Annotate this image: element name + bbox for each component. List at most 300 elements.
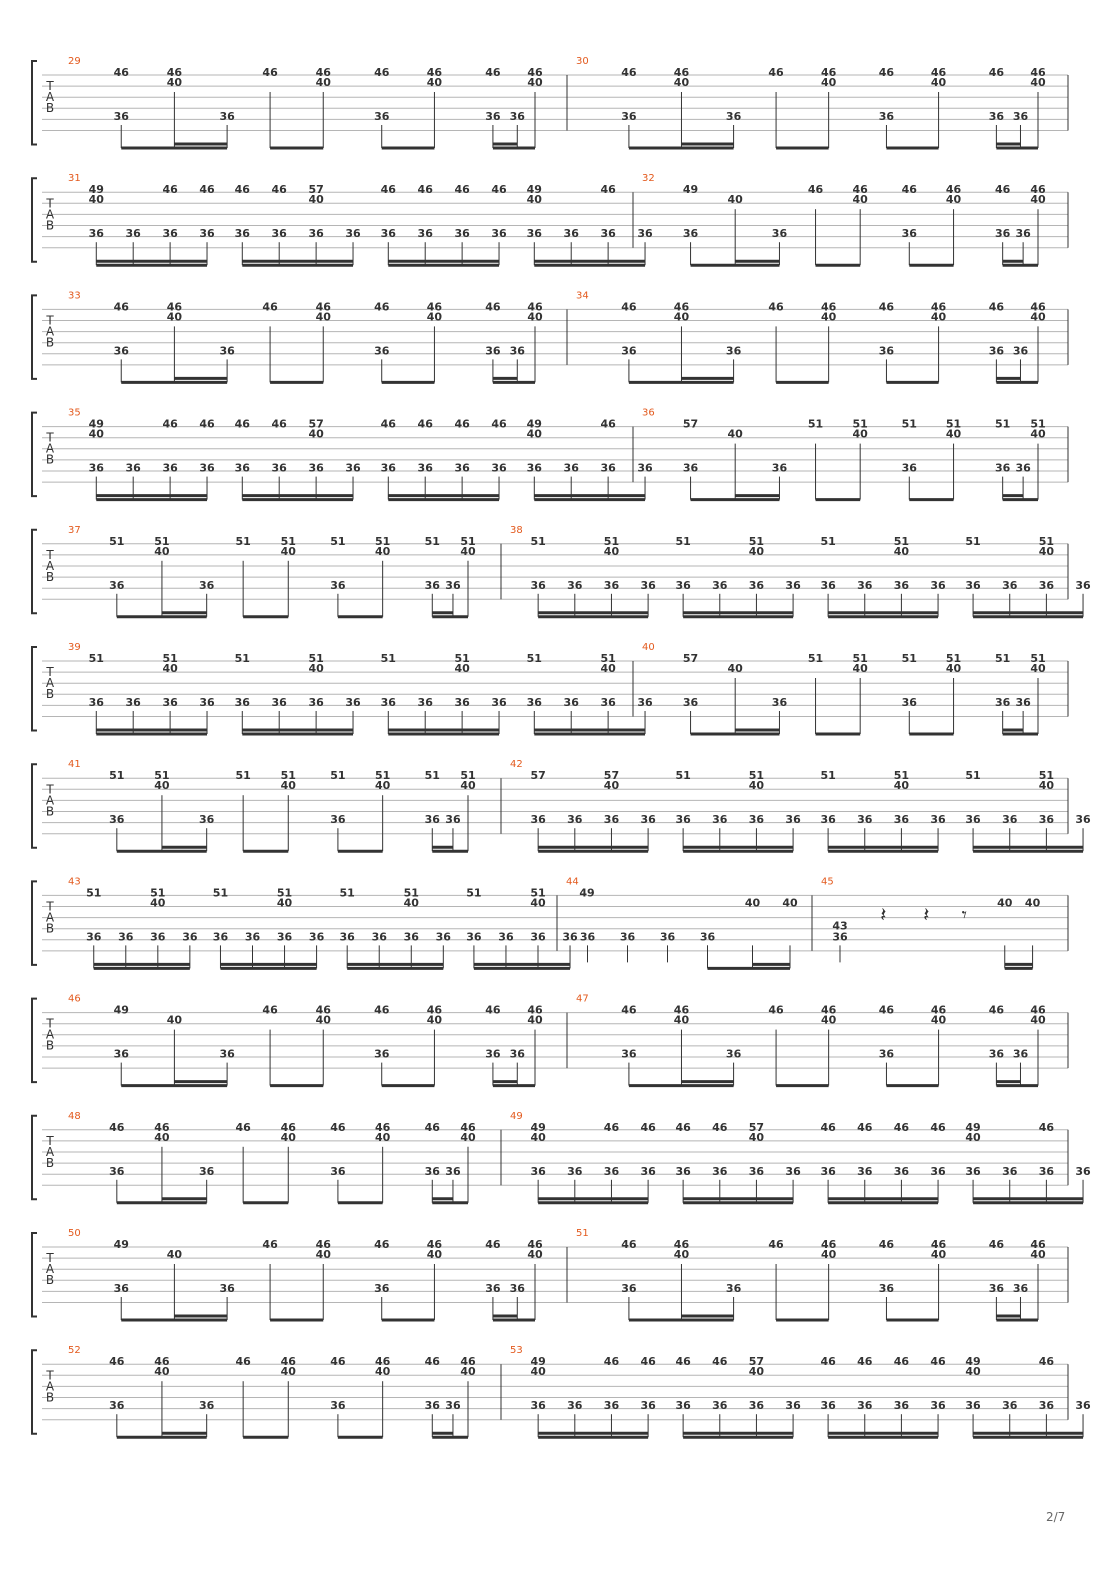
fret-number: 40 bbox=[603, 544, 620, 558]
fret-number: 40 bbox=[460, 779, 476, 793]
fret-number: 51 bbox=[748, 769, 765, 783]
fret-number: 36 bbox=[988, 110, 1005, 123]
fret-number: 36 bbox=[219, 344, 235, 358]
fret-number: 36 bbox=[712, 578, 728, 592]
fret-number: 46 bbox=[768, 66, 784, 79]
fret-number: 40 bbox=[150, 896, 166, 910]
fret-number: 51 bbox=[374, 534, 391, 548]
fret-number: 46 bbox=[930, 1355, 946, 1369]
tab-clef-letter: T bbox=[46, 665, 54, 680]
fret-number: 51 bbox=[852, 417, 868, 431]
fret-number: 51 bbox=[675, 769, 691, 783]
fret-number: 40 bbox=[166, 1248, 183, 1261]
fret-number: 40 bbox=[930, 1013, 947, 1027]
fret-number: 36 bbox=[603, 1399, 620, 1413]
fret-number: 40 bbox=[965, 1365, 981, 1379]
fret-number: 40 bbox=[893, 779, 910, 793]
fret-number: 46 bbox=[234, 417, 250, 431]
fret-number: 46 bbox=[527, 300, 543, 314]
fret-number: 36 bbox=[454, 461, 470, 475]
fret-number: 57 bbox=[748, 1355, 765, 1369]
fret-number: 36 bbox=[125, 696, 141, 709]
fret-number: 51 bbox=[330, 534, 346, 548]
fret-number: 46 bbox=[893, 1120, 910, 1134]
fret-number: 46 bbox=[262, 1238, 278, 1251]
fret-number: 40 bbox=[673, 1013, 690, 1027]
fret-number: 40 bbox=[1030, 427, 1046, 441]
fret-number: 46 bbox=[424, 1120, 440, 1134]
fret-number: 36 bbox=[901, 696, 917, 709]
measure-number: 31 bbox=[68, 173, 81, 185]
fret-number: 36 bbox=[88, 461, 104, 475]
system-bracket bbox=[32, 647, 37, 731]
tab-clef-letter: A bbox=[45, 676, 55, 691]
fret-number: 36 bbox=[234, 696, 250, 709]
fret-number: 36 bbox=[1015, 696, 1031, 709]
fret-number: 51 bbox=[150, 886, 166, 900]
tab-clef-letter: A bbox=[45, 441, 55, 456]
fret-number: 57 bbox=[748, 1120, 765, 1134]
fret-number: 40 bbox=[748, 1130, 765, 1144]
fret-number: 51 bbox=[820, 534, 836, 548]
system-bracket bbox=[32, 1233, 37, 1317]
fret-number: 57 bbox=[603, 769, 620, 783]
fret-number: 46 bbox=[315, 1003, 331, 1017]
fret-number: 36 bbox=[930, 1399, 946, 1413]
fret-number: 36 bbox=[1075, 1399, 1091, 1413]
fret-number: 46 bbox=[1030, 1238, 1046, 1251]
fret-number: 36 bbox=[380, 461, 396, 475]
fret-number: 36 bbox=[374, 110, 390, 123]
fret-number: 36 bbox=[621, 344, 637, 358]
fret-number: 36 bbox=[563, 227, 579, 241]
tab-clef-letter: B bbox=[45, 687, 55, 702]
measure-number: 36 bbox=[642, 407, 655, 419]
fret-number: 36 bbox=[893, 813, 910, 827]
fret-number: 36 bbox=[509, 1282, 525, 1295]
fret-number: 46 bbox=[426, 1238, 443, 1251]
fret-number: 36 bbox=[725, 110, 742, 123]
measure-number: 46 bbox=[68, 993, 81, 1005]
fret-number: 36 bbox=[682, 227, 699, 241]
fret-number: 36 bbox=[498, 930, 514, 944]
fret-number: 46 bbox=[374, 300, 390, 314]
fret-number: 46 bbox=[491, 417, 507, 431]
fret-number: 46 bbox=[460, 1120, 476, 1134]
fret-number: 51 bbox=[901, 652, 917, 665]
fret-number: 36 bbox=[988, 1047, 1005, 1061]
fret-number: 51 bbox=[820, 769, 836, 783]
fret-number: 51 bbox=[280, 534, 296, 548]
fret-number: 46 bbox=[454, 183, 470, 197]
fret-number: 40 bbox=[162, 662, 178, 675]
fret-number: 36 bbox=[113, 344, 129, 358]
tab-clef-letter: A bbox=[45, 910, 55, 925]
tab-clef-letter: B bbox=[45, 1155, 55, 1170]
fret-number: 46 bbox=[315, 300, 331, 314]
fret-number: 36 bbox=[417, 461, 433, 475]
fret-number: 36 bbox=[1038, 1399, 1055, 1413]
tab-clef-letter: B bbox=[45, 218, 55, 233]
fret-number: 36 bbox=[785, 1399, 801, 1413]
fret-number: 51 bbox=[530, 886, 546, 900]
fret-number: 46 bbox=[852, 183, 868, 197]
fret-number: 36 bbox=[748, 1164, 765, 1178]
fret-number: 36 bbox=[603, 1164, 620, 1178]
fret-number: 40 bbox=[1030, 662, 1046, 675]
fret-number: 40 bbox=[600, 662, 616, 675]
page-number: 2/7 bbox=[1046, 1510, 1066, 1524]
fret-number: 36 bbox=[118, 930, 134, 944]
fret-number: 57 bbox=[308, 183, 324, 197]
fret-number: 36 bbox=[820, 1164, 836, 1178]
fret-number: 46 bbox=[878, 66, 895, 79]
quarter-rest: 𝄽 bbox=[880, 902, 887, 927]
fret-number: 46 bbox=[426, 300, 443, 314]
fret-number: 46 bbox=[330, 1355, 346, 1369]
fret-number: 36 bbox=[878, 1047, 895, 1061]
fret-number: 49 bbox=[88, 183, 104, 197]
fret-number: 40 bbox=[426, 76, 443, 89]
tab-clef-letter: T bbox=[46, 547, 54, 562]
fret-number: 36 bbox=[1002, 578, 1018, 592]
fret-number: 36 bbox=[219, 110, 235, 123]
fret-number: 36 bbox=[199, 813, 215, 827]
measure-number: 34 bbox=[576, 290, 589, 302]
fret-number: 36 bbox=[893, 1399, 910, 1413]
fret-number: 46 bbox=[280, 1120, 296, 1134]
fret-number: 46 bbox=[930, 1238, 947, 1251]
fret-number: 51 bbox=[1038, 769, 1055, 783]
tab-clef-letter: T bbox=[46, 899, 54, 914]
fret-number: 46 bbox=[930, 1003, 947, 1017]
fret-number: 40 bbox=[1024, 896, 1041, 910]
fret-number: 36 bbox=[965, 813, 981, 827]
fret-number: 46 bbox=[945, 183, 962, 197]
fret-number: 36 bbox=[930, 1164, 946, 1178]
fret-number: 51 bbox=[748, 534, 765, 548]
fret-number: 46 bbox=[374, 1355, 391, 1369]
fret-number: 40 bbox=[527, 1013, 543, 1027]
measure-number: 37 bbox=[68, 524, 81, 536]
tab-clef-letter: A bbox=[45, 1144, 55, 1159]
system-bracket bbox=[32, 530, 37, 614]
fret-number: 51 bbox=[460, 769, 476, 783]
fret-number: 36 bbox=[125, 227, 141, 241]
fret-number: 36 bbox=[424, 578, 440, 592]
fret-number: 36 bbox=[371, 930, 387, 944]
fret-number: 46 bbox=[878, 1003, 895, 1017]
fret-number: 40 bbox=[526, 193, 542, 207]
fret-number: 36 bbox=[330, 813, 346, 827]
fret-number: 36 bbox=[276, 930, 293, 944]
fret-number: 46 bbox=[262, 300, 278, 314]
fret-number: 36 bbox=[785, 813, 801, 827]
fret-number: 36 bbox=[530, 1164, 546, 1178]
fret-number: 40 bbox=[945, 193, 962, 207]
fret-number: 46 bbox=[485, 1238, 501, 1251]
fret-number: 40 bbox=[530, 1365, 546, 1379]
fret-number: 51 bbox=[424, 769, 440, 783]
fret-number: 36 bbox=[675, 1164, 691, 1178]
fret-number: 36 bbox=[113, 1047, 129, 1061]
fret-number: 46 bbox=[454, 417, 470, 431]
fret-number: 40 bbox=[526, 427, 542, 441]
fret-number: 40 bbox=[748, 1365, 765, 1379]
fret-number: 40 bbox=[1030, 1248, 1046, 1261]
fret-number: 36 bbox=[857, 1399, 873, 1413]
tab-clef-letter: B bbox=[45, 335, 55, 350]
measure-number: 51 bbox=[576, 1228, 589, 1239]
fret-number: 46 bbox=[901, 183, 917, 197]
fret-number: 46 bbox=[262, 1003, 278, 1017]
fret-number: 36 bbox=[199, 227, 215, 241]
fret-number: 36 bbox=[125, 461, 141, 475]
fret-number: 40 bbox=[154, 779, 170, 793]
fret-number: 57 bbox=[530, 769, 546, 783]
fret-number: 36 bbox=[491, 227, 507, 241]
fret-number: 51 bbox=[600, 652, 616, 665]
fret-number: 36 bbox=[526, 227, 542, 241]
fret-number: 46 bbox=[426, 66, 443, 79]
fret-number: 36 bbox=[965, 1164, 981, 1178]
fret-number: 36 bbox=[345, 461, 361, 475]
fret-number: 36 bbox=[637, 696, 653, 709]
fret-number: 36 bbox=[930, 813, 946, 827]
fret-number: 46 bbox=[527, 1003, 543, 1017]
fret-number: 51 bbox=[901, 417, 917, 431]
fret-number: 46 bbox=[673, 1003, 690, 1017]
fret-number: 46 bbox=[640, 1355, 656, 1369]
fret-number: 46 bbox=[1030, 66, 1046, 79]
fret-number: 36 bbox=[965, 578, 981, 592]
fret-number: 36 bbox=[682, 461, 699, 475]
fret-number: 40 bbox=[673, 1248, 690, 1261]
fret-number: 51 bbox=[280, 769, 296, 783]
fret-number: 51 bbox=[945, 652, 962, 665]
fret-number: 36 bbox=[675, 578, 691, 592]
fret-number: 36 bbox=[1002, 813, 1018, 827]
fret-number: 46 bbox=[113, 300, 129, 314]
fret-number: 51 bbox=[603, 534, 620, 548]
fret-number: 36 bbox=[345, 696, 361, 709]
fret-number: 51 bbox=[162, 652, 178, 665]
fret-number: 46 bbox=[988, 1238, 1005, 1251]
fret-number: 46 bbox=[315, 66, 331, 79]
fret-number: 36 bbox=[901, 461, 917, 475]
fret-number: 40 bbox=[527, 1248, 543, 1261]
fret-number: 49 bbox=[682, 183, 699, 197]
fret-number: 36 bbox=[640, 813, 656, 827]
fret-number: 36 bbox=[640, 1399, 656, 1413]
fret-number: 36 bbox=[832, 930, 848, 944]
fret-number: 36 bbox=[901, 227, 917, 241]
tab-clef-letter: B bbox=[45, 804, 55, 819]
fret-number: 36 bbox=[374, 344, 390, 358]
fret-number: 36 bbox=[579, 930, 596, 944]
fret-number: 36 bbox=[234, 461, 250, 475]
fret-number: 36 bbox=[199, 1164, 215, 1178]
fret-number: 51 bbox=[807, 652, 824, 665]
fret-number: 49 bbox=[113, 1238, 129, 1251]
fret-number: 36 bbox=[485, 344, 501, 358]
fret-number: 51 bbox=[234, 652, 250, 665]
fret-number: 36 bbox=[380, 227, 396, 241]
fret-number: 40 bbox=[315, 76, 331, 89]
fret-number: 36 bbox=[725, 1282, 742, 1295]
fret-number: 46 bbox=[330, 1120, 346, 1134]
fret-number: 36 bbox=[1012, 344, 1029, 358]
fret-number: 51 bbox=[807, 417, 824, 431]
fret-number: 40 bbox=[820, 76, 837, 89]
fret-number: 46 bbox=[235, 1355, 251, 1369]
fret-number: 46 bbox=[271, 417, 287, 431]
fret-number: 51 bbox=[893, 769, 910, 783]
fret-number: 40 bbox=[374, 544, 391, 558]
fret-number: 36 bbox=[88, 696, 104, 709]
fret-number: 40 bbox=[166, 76, 183, 89]
fret-number: 46 bbox=[878, 300, 895, 314]
fret-number: 36 bbox=[712, 1399, 728, 1413]
fret-number: 51 bbox=[308, 652, 324, 665]
fret-number: 40 bbox=[315, 310, 331, 324]
tab-clef-letter: T bbox=[46, 313, 54, 328]
measure-number: 32 bbox=[642, 173, 655, 185]
fret-number: 36 bbox=[162, 461, 178, 475]
fret-number: 40 bbox=[852, 193, 868, 207]
fret-number: 36 bbox=[621, 110, 637, 123]
fret-number: 40 bbox=[782, 896, 798, 910]
fret-number: 46 bbox=[162, 183, 178, 197]
fret-number: 46 bbox=[995, 183, 1011, 197]
eighth-rest: 𝄾 bbox=[961, 902, 967, 927]
fret-number: 46 bbox=[374, 1003, 390, 1017]
fret-number: 40 bbox=[852, 427, 868, 441]
fret-number: 51 bbox=[374, 769, 391, 783]
fret-number: 36 bbox=[820, 578, 836, 592]
fret-number: 46 bbox=[857, 1355, 873, 1369]
fret-number: 46 bbox=[712, 1355, 728, 1369]
fret-number: 46 bbox=[485, 300, 501, 314]
fret-number: 49 bbox=[88, 417, 104, 431]
fret-number: 36 bbox=[893, 578, 910, 592]
fret-number: 46 bbox=[485, 1003, 501, 1017]
system-bracket bbox=[32, 1116, 37, 1200]
fret-number: 57 bbox=[682, 417, 699, 431]
fret-number: 49 bbox=[113, 1003, 129, 1017]
fret-number: 36 bbox=[567, 1399, 583, 1413]
fret-number: 36 bbox=[562, 930, 578, 944]
fret-number: 40 bbox=[673, 76, 690, 89]
fret-number: 46 bbox=[820, 1003, 837, 1017]
fret-number: 36 bbox=[339, 930, 355, 944]
fret-number: 49 bbox=[526, 183, 542, 197]
fret-number: 46 bbox=[930, 300, 947, 314]
fret-number: 46 bbox=[768, 1003, 784, 1017]
fret-number: 36 bbox=[424, 1164, 440, 1178]
fret-number: 40 bbox=[460, 544, 476, 558]
fret-number: 36 bbox=[1012, 1282, 1029, 1295]
fret-number: 36 bbox=[308, 696, 324, 709]
fret-number: 40 bbox=[673, 310, 690, 324]
fret-number: 40 bbox=[1038, 544, 1055, 558]
fret-number: 36 bbox=[785, 1164, 801, 1178]
fret-number: 36 bbox=[1075, 813, 1091, 827]
fret-number: 36 bbox=[424, 1399, 440, 1413]
fret-number: 36 bbox=[417, 227, 433, 241]
measure-number: 40 bbox=[642, 642, 655, 653]
fret-number: 46 bbox=[712, 1120, 728, 1134]
fret-number: 40 bbox=[374, 1365, 391, 1379]
fret-number: 36 bbox=[466, 930, 482, 944]
tab-clef-letter: T bbox=[46, 1133, 54, 1148]
fret-number: 36 bbox=[748, 578, 765, 592]
fret-number: 51 bbox=[526, 652, 542, 665]
fret-number: 40 bbox=[154, 1365, 170, 1379]
fret-number: 40 bbox=[460, 1130, 476, 1144]
fret-number: 36 bbox=[308, 227, 324, 241]
fret-number: 46 bbox=[109, 1355, 125, 1369]
fret-number: 36 bbox=[530, 1399, 546, 1413]
fret-number: 36 bbox=[1002, 1164, 1018, 1178]
fret-number: 51 bbox=[380, 652, 396, 665]
fret-number: 36 bbox=[509, 110, 525, 123]
fret-number: 46 bbox=[988, 1003, 1005, 1017]
fret-number: 40 bbox=[154, 1130, 170, 1144]
fret-number: 40 bbox=[315, 1248, 331, 1261]
fret-number: 40 bbox=[527, 76, 543, 89]
tab-clef-letter: B bbox=[45, 101, 55, 116]
fret-number: 46 bbox=[988, 66, 1005, 79]
system-bracket bbox=[32, 61, 37, 145]
fret-number: 36 bbox=[403, 930, 419, 944]
fret-number: 36 bbox=[1075, 578, 1091, 592]
fret-number: 36 bbox=[109, 813, 125, 827]
fret-number: 36 bbox=[637, 227, 653, 241]
fret-number: 46 bbox=[878, 1238, 895, 1251]
fret-number: 36 bbox=[988, 344, 1005, 358]
fret-number: 36 bbox=[244, 930, 261, 944]
fret-number: 36 bbox=[530, 930, 546, 944]
fret-number: 40 bbox=[88, 193, 104, 207]
fret-number: 36 bbox=[509, 1047, 525, 1061]
fret-number: 51 bbox=[466, 886, 482, 900]
measure-number: 41 bbox=[68, 759, 81, 771]
fret-number: 46 bbox=[768, 1238, 784, 1251]
system-bracket bbox=[32, 764, 37, 848]
fret-number: 36 bbox=[308, 461, 324, 475]
fret-number: 36 bbox=[603, 813, 620, 827]
fret-number: 46 bbox=[162, 417, 178, 431]
fret-number: 46 bbox=[374, 1238, 390, 1251]
fret-number: 49 bbox=[526, 417, 542, 431]
fret-number: 36 bbox=[271, 696, 287, 709]
fret-number: 36 bbox=[771, 696, 788, 709]
fret-number: 36 bbox=[162, 696, 178, 709]
fret-number: 51 bbox=[235, 534, 251, 548]
fret-number: 46 bbox=[374, 1120, 391, 1134]
fret-number: 57 bbox=[682, 652, 699, 665]
fret-number: 40 bbox=[1030, 310, 1046, 324]
fret-number: 36 bbox=[345, 227, 361, 241]
fret-number: 46 bbox=[417, 417, 433, 431]
fret-number: 36 bbox=[435, 930, 451, 944]
fret-number: 40 bbox=[997, 896, 1013, 910]
fret-number: 36 bbox=[234, 227, 250, 241]
fret-number: 36 bbox=[1002, 1399, 1018, 1413]
fret-number: 46 bbox=[1038, 1120, 1055, 1134]
fret-number: 36 bbox=[771, 227, 788, 241]
